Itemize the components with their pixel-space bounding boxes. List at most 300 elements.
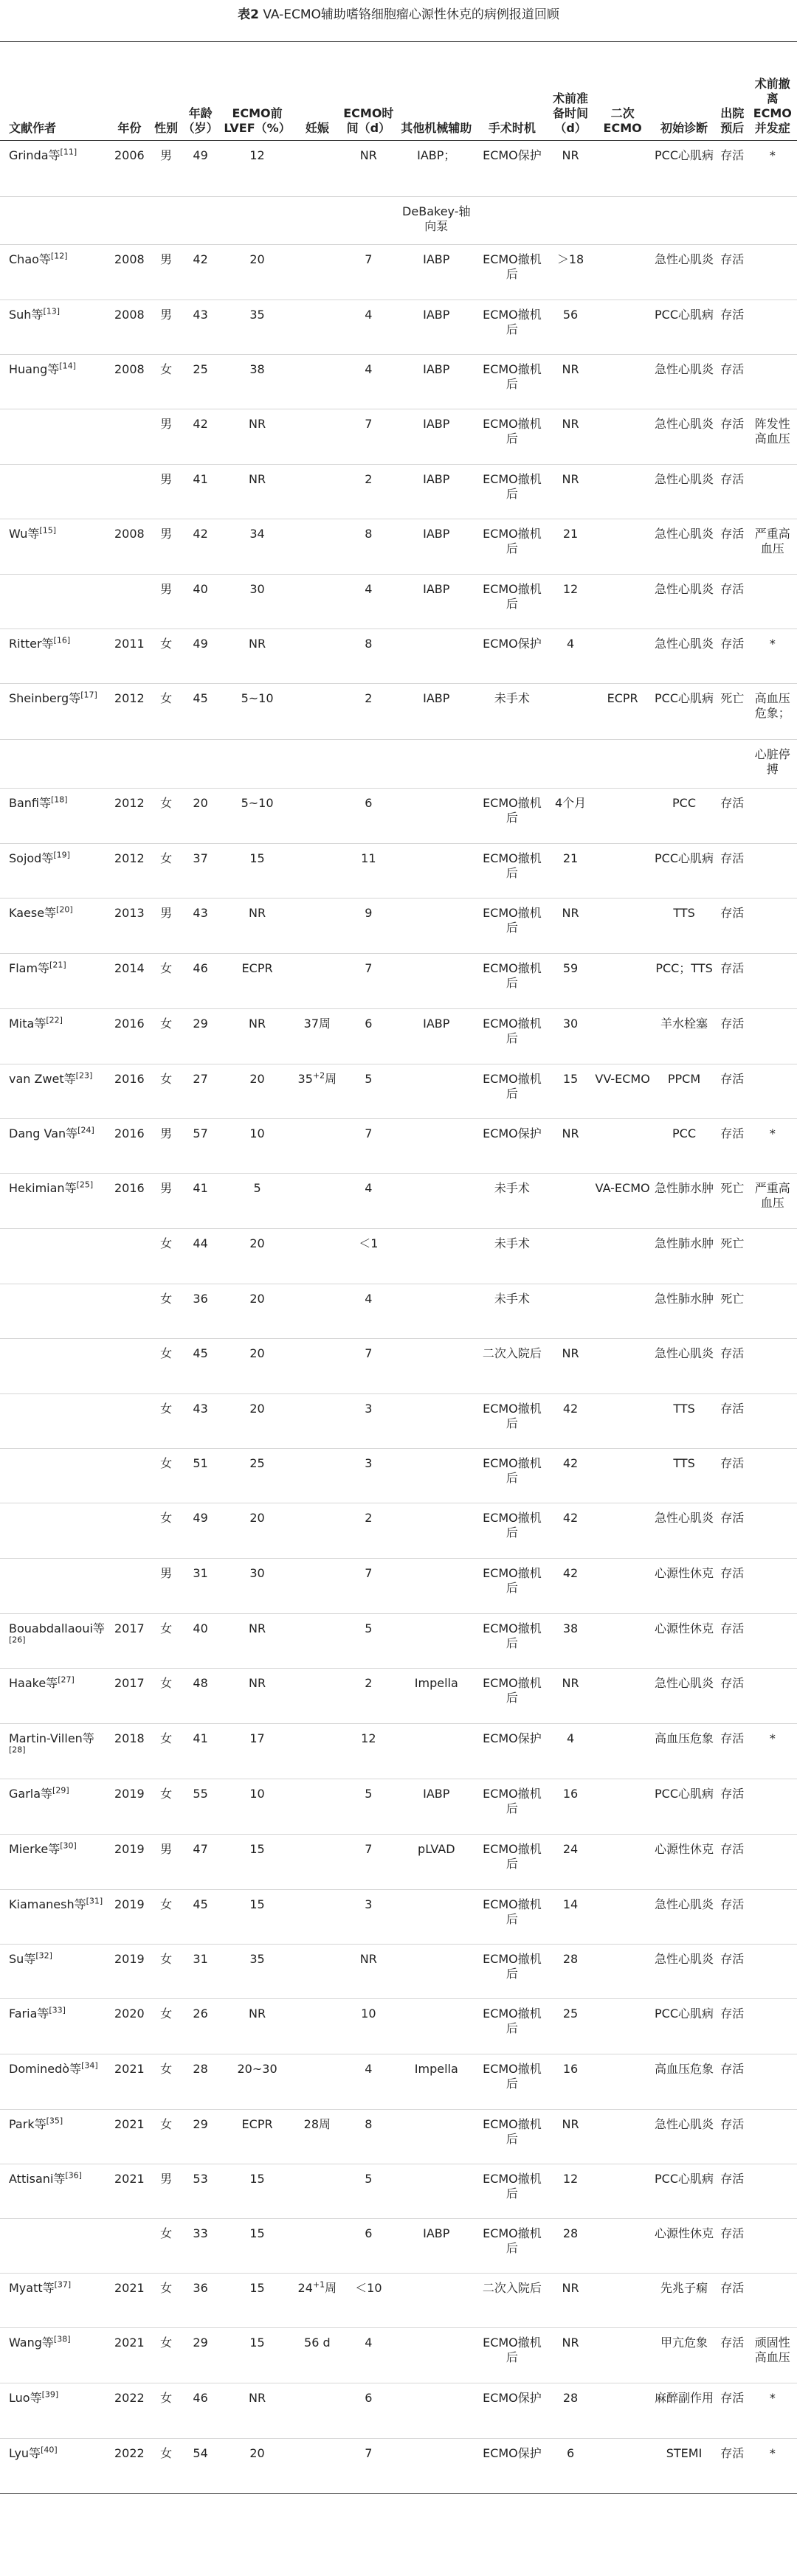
cell-ecmo: 11 (341, 843, 396, 898)
table-row (0, 1173, 797, 1228)
cell-comp (748, 196, 797, 244)
cell-sec (593, 2109, 652, 2164)
table-row (0, 1998, 797, 2054)
cell-year: 2012 (106, 788, 152, 843)
reference-number: [28] (9, 1745, 26, 1755)
cell-sex: 女 (152, 2383, 179, 2438)
cell-sex: 女 (152, 1448, 179, 1503)
cell-out: 存活 (717, 519, 748, 574)
cell-lvef: 20 (221, 1338, 293, 1393)
cell-comp: 严重高血压 (748, 519, 797, 574)
cell-author (0, 1338, 106, 1393)
cell-prep (548, 683, 593, 739)
cell-sec (593, 788, 652, 843)
pregnancy-weeks: 35 (297, 1071, 313, 1086)
cell-author (0, 1889, 106, 1944)
cell-comp (748, 898, 797, 953)
cell-sec (593, 1944, 652, 1998)
cell-ecmo: ＜10 (341, 2273, 396, 2327)
cell-sec (593, 2327, 652, 2383)
cell-sec (593, 409, 652, 464)
cell-sec (593, 629, 652, 683)
pregnancy-weeks: 24 (297, 2280, 313, 2295)
cell-mech (396, 2109, 477, 2164)
cell-year: 2021 (106, 2054, 152, 2109)
cell-sec (593, 1998, 652, 2054)
cell-mech (396, 629, 477, 683)
cell-mech (396, 1284, 477, 1338)
header-row (0, 41, 797, 140)
cell-op: ECMO撤机后 (477, 1668, 548, 1723)
cell-ecmo: 2 (341, 1503, 396, 1558)
cell-out: 存活 (717, 1338, 748, 1393)
cell-prep: 42 (548, 1393, 593, 1448)
reference-number: [30] (60, 1841, 77, 1851)
cell-preg (294, 1558, 341, 1613)
cell-age: 27 (180, 1064, 221, 1118)
cell-author (0, 2218, 106, 2273)
table-row (0, 953, 797, 1008)
pregnancy-unit: 周 (325, 2280, 337, 2295)
cell-op: 未手术 (477, 1173, 548, 1228)
cell-diag: 急性肺水肿 (652, 1284, 717, 1338)
cell-age: 57 (180, 1118, 221, 1173)
cell-ecmo (341, 739, 396, 788)
cell-preg (294, 1393, 341, 1448)
reference-number: [20] (56, 904, 73, 915)
cell-sex: 女 (152, 1503, 179, 1558)
table-row (0, 683, 797, 739)
cell-ecmo: NR (341, 140, 396, 196)
table-row (0, 1284, 797, 1338)
col-age: 年龄（岁） (180, 41, 221, 140)
cell-lvef: 20 (221, 1393, 293, 1448)
cell-prep: 16 (548, 2054, 593, 2109)
cell-mech: IABP (396, 300, 477, 354)
cell-sec (593, 1284, 652, 1338)
cell-sex (152, 196, 179, 244)
reference-number: [34] (81, 2060, 98, 2071)
cell-year: 2022 (106, 2438, 152, 2493)
cell-out: 存活 (717, 2218, 748, 2273)
cell-year: 2011 (106, 629, 152, 683)
table-row (0, 1613, 797, 1668)
case-review-table (0, 41, 797, 2494)
table-row (0, 1503, 797, 1558)
cell-sex: 女 (152, 843, 179, 898)
cell-sex: 女 (152, 1228, 179, 1284)
cell-author (0, 2109, 106, 2164)
cell-ecmo: 7 (341, 409, 396, 464)
author-name: Attisani等 (9, 2171, 66, 2186)
cell-diag: PCC心肌病 (652, 1779, 717, 1834)
cell-sex: 女 (152, 629, 179, 683)
cell-diag: 先兆子痫 (652, 2273, 717, 2327)
cell-age: 26 (180, 1998, 221, 2054)
cell-preg (294, 409, 341, 464)
cell-prep (548, 1284, 593, 1338)
cell-preg (294, 2438, 341, 2493)
cell-lvef: 25 (221, 1448, 293, 1503)
cell-sec (593, 2054, 652, 2109)
cell-diag: 急性心肌炎 (652, 574, 717, 629)
cell-prep (548, 1228, 593, 1284)
cell-year: 2012 (106, 843, 152, 898)
author-name: Lyu等 (9, 2445, 41, 2460)
cell-lvef: 15 (221, 2327, 293, 2383)
cell-mech (396, 1723, 477, 1779)
cell-comp (748, 1558, 797, 1613)
reference-number: [26] (9, 1635, 26, 1645)
cell-lvef: 20 (221, 2438, 293, 2493)
cell-prep: NR (548, 898, 593, 953)
cell-prep: 15 (548, 1064, 593, 1118)
author-name: Flam等 (9, 960, 50, 975)
cell-year: 2017 (106, 1613, 152, 1668)
cell-author (0, 1228, 106, 1284)
cell-lvef: NR (221, 2383, 293, 2438)
cell-op: ECMO撤机后 (477, 1064, 548, 1118)
cell-sec (593, 1228, 652, 1284)
cell-author (0, 519, 106, 574)
cell-author (0, 409, 106, 464)
cell-op: ECMO撤机后 (477, 300, 548, 354)
cell-age: 45 (180, 1889, 221, 1944)
cell-lvef: 17 (221, 1723, 293, 1779)
reference-number: [17] (80, 690, 97, 700)
cell-prep: 42 (548, 1558, 593, 1613)
reference-number: [22] (46, 1015, 63, 1025)
cell-preg (294, 1284, 341, 1338)
cell-comp: * (748, 1723, 797, 1779)
cell-ecmo: 2 (341, 683, 396, 739)
cell-ecmo: 5 (341, 1064, 396, 1118)
cell-op: ECMO撤机后 (477, 519, 548, 574)
cell-preg (294, 1944, 341, 1998)
cell-out: 存活 (717, 953, 748, 1008)
cell-sex (152, 739, 179, 788)
cell-year: 2014 (106, 953, 152, 1008)
cell-comp (748, 1613, 797, 1668)
col-surgery-timing: 手术时机 (477, 41, 548, 140)
cell-out: 存活 (717, 2438, 748, 2493)
cell-author (0, 788, 106, 843)
cell-lvef: 12 (221, 140, 293, 196)
reference-number: [13] (43, 306, 61, 316)
cell-ecmo: 6 (341, 788, 396, 843)
cell-year: 2020 (106, 1998, 152, 2054)
cell-preg (294, 1834, 341, 1889)
cell-ecmo: 4 (341, 574, 396, 629)
cell-sex: 女 (152, 1668, 179, 1723)
cell-mech: IABP (396, 2218, 477, 2273)
author-name: Wang等 (9, 2335, 54, 2350)
cell-preg (294, 1173, 341, 1228)
cell-ecmo: 7 (341, 1338, 396, 1393)
reference-number: [38] (53, 2334, 71, 2344)
col-lvef: ECMO前LVEF（%） (221, 41, 293, 140)
cell-age: 36 (180, 2273, 221, 2327)
cell-lvef: 20 (221, 244, 293, 300)
cell-prep: 59 (548, 953, 593, 1008)
cell-out: 存活 (717, 2109, 748, 2164)
cell-lvef: 10 (221, 1118, 293, 1173)
cell-year (106, 739, 152, 788)
cell-author (0, 1448, 106, 1503)
cell-lvef: 20 (221, 1503, 293, 1558)
cell-sec: VA-ECMO (593, 1173, 652, 1228)
cell-mech (396, 843, 477, 898)
cell-author (0, 1613, 106, 1668)
cell-ecmo: 7 (341, 244, 396, 300)
cell-comp: * (748, 2383, 797, 2438)
cell-diag: 急性肺水肿 (652, 1173, 717, 1228)
reference-number: [18] (51, 794, 68, 805)
cell-out: 存活 (717, 2327, 748, 2383)
col-outcome: 出院预后 (717, 41, 748, 140)
cell-ecmo: 4 (341, 300, 396, 354)
cell-sec (593, 739, 652, 788)
cell-year: 2013 (106, 898, 152, 953)
cell-diag (652, 739, 717, 788)
cell-comp: * (748, 2438, 797, 2493)
cell-sec (593, 1008, 652, 1064)
cell-out: 存活 (717, 1064, 748, 1118)
cell-op: ECMO撤机后 (477, 2054, 548, 2109)
cell-op: ECMO撤机后 (477, 1503, 548, 1558)
table-caption (0, 3, 797, 27)
cell-out: 死亡 (717, 1228, 748, 1284)
cell-comp (748, 2164, 797, 2218)
cell-preg (294, 1338, 341, 1393)
cell-comp (748, 1503, 797, 1558)
cell-prep (548, 739, 593, 788)
cell-out: 死亡 (717, 683, 748, 739)
cell-age: 45 (180, 1338, 221, 1393)
col-prep-time: 术前准备时间（d） (548, 41, 593, 140)
cell-op: ECMO撤机后 (477, 2327, 548, 2383)
cell-out: 存活 (717, 1393, 748, 1448)
cell-prep: NR (548, 2327, 593, 2383)
cell-sex: 男 (152, 244, 179, 300)
cell-mech: pLVAD (396, 1834, 477, 1889)
col-second-ecmo: 二次ECMO (593, 41, 652, 140)
cell-sec (593, 2438, 652, 2493)
cell-op: 二次入院后 (477, 2273, 548, 2327)
cell-comp (748, 1834, 797, 1889)
cell-comp (748, 2054, 797, 2109)
cell-lvef: NR (221, 1008, 293, 1064)
cell-diag: PCC (652, 1118, 717, 1173)
cell-sex: 女 (152, 953, 179, 1008)
cell-age: 28 (180, 2054, 221, 2109)
cell-sec: VV-ECMO (593, 1064, 652, 1118)
cell-sex: 男 (152, 2164, 179, 2218)
cell-sex: 女 (152, 2438, 179, 2493)
cell-op: ECMO撤机后 (477, 244, 548, 300)
cell-year (106, 1558, 152, 1613)
cell-preg (294, 464, 341, 519)
cell-sec (593, 2273, 652, 2327)
cell-out: 存活 (717, 140, 748, 196)
cell-lvef: 5~10 (221, 683, 293, 739)
author-name: Bouabdallaoui等 (9, 1621, 105, 1635)
cell-sec (593, 1779, 652, 1834)
cell-out: 死亡 (717, 1284, 748, 1338)
cell-mech (396, 1613, 477, 1668)
cell-ecmo: 4 (341, 2327, 396, 2383)
cell-op: ECMO撤机后 (477, 1393, 548, 1448)
cell-lvef: NR (221, 1668, 293, 1723)
cell-out: 存活 (717, 1779, 748, 1834)
cell-mech: IABP (396, 1779, 477, 1834)
cell-mech: IABP； (396, 140, 477, 196)
col-sex: 性别 (152, 41, 179, 140)
cell-year: 2021 (106, 2273, 152, 2327)
cell-prep: 28 (548, 2383, 593, 2438)
cell-sex: 女 (152, 1944, 179, 1998)
cell-age: 29 (180, 2327, 221, 2383)
cell-diag: 甲亢危象 (652, 2327, 717, 2383)
cell-ecmo: 5 (341, 1779, 396, 1834)
cell-author (0, 1779, 106, 1834)
cell-ecmo: 7 (341, 1834, 396, 1889)
cell-preg (294, 2218, 341, 2273)
cell-ecmo (341, 196, 396, 244)
cell-comp (748, 2273, 797, 2327)
cell-sec (593, 1668, 652, 1723)
cell-year: 2019 (106, 1889, 152, 1944)
cell-preg (294, 1723, 341, 1779)
cell-diag: 急性心肌炎 (652, 464, 717, 519)
cell-preg (294, 1448, 341, 1503)
cell-lvef: 5 (221, 1173, 293, 1228)
reference-number: [12] (50, 251, 68, 261)
author-name: Ritter等 (9, 636, 54, 651)
cell-op: ECMO保护 (477, 1118, 548, 1173)
cell-sex: 女 (152, 1889, 179, 1944)
cell-out: 存活 (717, 898, 748, 953)
cell-op: ECMO保护 (477, 2438, 548, 2493)
cell-year: 2016 (106, 1064, 152, 1118)
cell-preg (294, 1064, 341, 1118)
table-row (0, 196, 797, 244)
cell-prep: NR (548, 1668, 593, 1723)
cell-year (106, 574, 152, 629)
cell-sec (593, 1503, 652, 1558)
cell-diag (652, 196, 717, 244)
cell-ecmo: 6 (341, 2383, 396, 2438)
cell-sex: 女 (152, 1338, 179, 1393)
author-name: Kaese等 (9, 905, 57, 920)
cell-lvef: NR (221, 1998, 293, 2054)
cell-ecmo: NR (341, 1944, 396, 1998)
cell-sex: 女 (152, 1723, 179, 1779)
cell-preg (294, 739, 341, 788)
cell-age: 49 (180, 1503, 221, 1558)
table-row (0, 354, 797, 409)
cell-lvef: 20~30 (221, 2054, 293, 2109)
cell-out: 存活 (717, 2383, 748, 2438)
cell-year (106, 1338, 152, 1393)
cell-comp (748, 1998, 797, 2054)
cell-mech: Impella (396, 1668, 477, 1723)
cell-sex: 女 (152, 788, 179, 843)
cell-op: ECMO撤机后 (477, 2109, 548, 2164)
cell-op (477, 739, 548, 788)
cell-out: 存活 (717, 244, 748, 300)
cell-year: 2019 (106, 1834, 152, 1889)
author-name: Faria等 (9, 2006, 49, 2021)
cell-sex: 男 (152, 574, 179, 629)
cell-ecmo: 8 (341, 519, 396, 574)
cell-out: 存活 (717, 1448, 748, 1503)
cell-year (106, 2218, 152, 2273)
cell-author (0, 2164, 106, 2218)
cell-author (0, 244, 106, 300)
cell-op: ECMO撤机后 (477, 1008, 548, 1064)
cell-year: 2018 (106, 1723, 152, 1779)
reference-number: [14] (59, 361, 76, 371)
cell-age: 29 (180, 1008, 221, 1064)
cell-year (106, 1284, 152, 1338)
table-row (0, 1779, 797, 1834)
cell-prep: NR (548, 1338, 593, 1393)
cell-age: 42 (180, 244, 221, 300)
table-row (0, 1944, 797, 1998)
cell-prep: 25 (548, 1998, 593, 2054)
table-row (0, 1338, 797, 1393)
col-ecmo-time: ECMO时间（d） (341, 41, 396, 140)
cell-age: 49 (180, 140, 221, 196)
cell-lvef: 15 (221, 2218, 293, 2273)
reference-number: [16] (53, 635, 71, 645)
cell-sex: 女 (152, 1998, 179, 2054)
cell-sec (593, 140, 652, 196)
caption-label: 表2 (238, 7, 259, 22)
cell-diag: 急性心肌炎 (652, 354, 717, 409)
cell-sec (593, 2218, 652, 2273)
author-name: Su等 (9, 1951, 36, 1966)
cell-preg (294, 1613, 341, 1668)
cell-age: 47 (180, 1834, 221, 1889)
cell-comp: * (748, 140, 797, 196)
cell-mech: Impella (396, 2054, 477, 2109)
cell-lvef: 30 (221, 1558, 293, 1613)
cell-age: 55 (180, 1779, 221, 1834)
table-row (0, 2218, 797, 2273)
cell-author (0, 1284, 106, 1338)
cell-diag: PCC心肌病 (652, 1998, 717, 2054)
cell-diag: 急性心肌炎 (652, 409, 717, 464)
table-row (0, 2273, 797, 2327)
cell-comp (748, 574, 797, 629)
cell-out: 存活 (717, 1118, 748, 1173)
cell-author (0, 1064, 106, 1118)
cell-sec (593, 1723, 652, 1779)
cell-sex: 女 (152, 2327, 179, 2383)
cell-age: 29 (180, 2109, 221, 2164)
cell-prep: 12 (548, 574, 593, 629)
cell-prep: NR (548, 2273, 593, 2327)
cell-year: 2008 (106, 300, 152, 354)
cell-author (0, 2438, 106, 2493)
cell-mech (396, 1889, 477, 1944)
author-name: Park等 (9, 2116, 46, 2131)
col-mechanical-support: 其他机械辅助 (396, 41, 477, 140)
cell-sex: 女 (152, 1008, 179, 1064)
cell-author (0, 1998, 106, 2054)
